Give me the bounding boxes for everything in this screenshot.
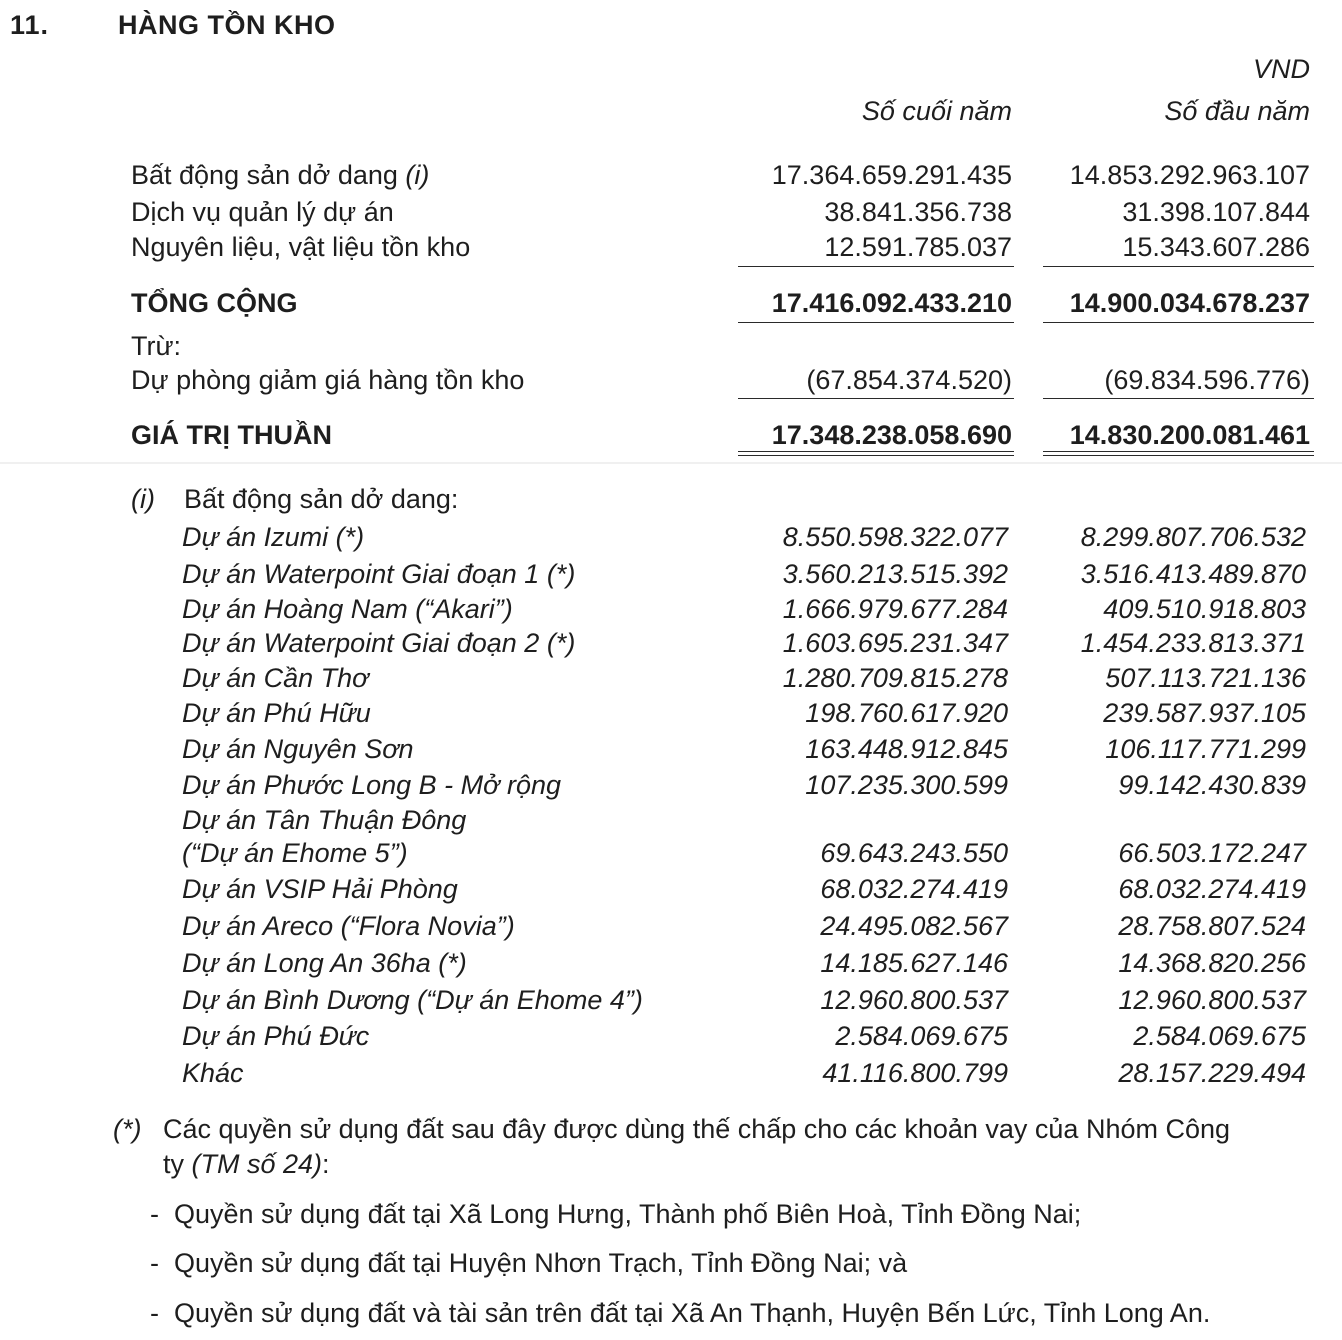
sub-item-label: Dự án Hoàng Nam (“Akari”) bbox=[182, 594, 513, 624]
sub-item-value-begin: 8.299.807.706.532 bbox=[1080, 522, 1306, 552]
provision-row bbox=[0, 365, 1342, 401]
subtotal-rule-begin bbox=[1043, 266, 1314, 267]
sub-item-row bbox=[0, 985, 1342, 1021]
sub-item-label: Dự án Long An 36ha (*) bbox=[182, 948, 467, 978]
sub-item-label: Dự án Phú Đức bbox=[182, 1021, 370, 1051]
note-reference: (TM số 24) bbox=[191, 1149, 323, 1179]
sub-item-value-end: 1.280.709.815.278 bbox=[782, 663, 1008, 693]
sub-item-label: Dự án Waterpoint Giai đoạn 1 (*) bbox=[182, 559, 576, 589]
sub-item-value-begin: 239.587.937.105 bbox=[1103, 698, 1306, 728]
sub-item-label: Dự án VSIP Hải Phòng bbox=[182, 874, 458, 904]
sub-item-label: Khác bbox=[182, 1058, 244, 1088]
sub-item-label: Dự án Nguyên Sơn bbox=[182, 734, 414, 764]
subtotal-rule-end bbox=[738, 266, 1014, 267]
sub-item-value-begin: 409.510.918.803 bbox=[1103, 594, 1306, 624]
sub-item-row bbox=[0, 734, 1342, 770]
row-label bbox=[131, 160, 429, 191]
total-rule-begin bbox=[1043, 322, 1314, 323]
sub-item-value-begin: 14.368.820.256 bbox=[1118, 948, 1306, 978]
column-header-beginning-of-year: Số đầu năm bbox=[1164, 96, 1310, 126]
total-value-begin: 14.900.034.678.237 bbox=[1069, 288, 1310, 318]
row-value-end: 17.364.659.291.435 bbox=[771, 160, 1012, 190]
row-label-text: Bất động sản dở dang bbox=[131, 160, 406, 190]
sub-item-row bbox=[0, 948, 1342, 984]
sub-item-label: Dự án Bình Dương (“Dự án Ehome 4”) bbox=[182, 985, 643, 1015]
net-double-rule-begin bbox=[1043, 451, 1314, 456]
row-label: Nguyên liệu, vật liệu tồn kho bbox=[131, 232, 471, 262]
sub-item-value-end: 8.550.598.322.077 bbox=[782, 522, 1008, 552]
sub-item-value-begin: 68.032.274.419 bbox=[1118, 874, 1306, 904]
sub-item-label: Dự án Cần Thơ bbox=[182, 663, 369, 693]
sub-item-value-end: 41.116.800.799 bbox=[822, 1058, 1008, 1088]
total-rule-end bbox=[738, 322, 1014, 323]
sub-item-value-begin: 12.960.800.537 bbox=[1118, 985, 1306, 1015]
provision-rule-end bbox=[738, 398, 1014, 399]
sub-item-value-begin: 2.584.069.675 bbox=[1133, 1021, 1306, 1051]
table-row bbox=[0, 232, 1342, 268]
row-value-end: 38.841.356.738 bbox=[824, 197, 1012, 227]
sub-item-row bbox=[0, 838, 1342, 874]
sub-item-label: Dự án Phú Hữu bbox=[182, 698, 371, 728]
sub-item-row bbox=[0, 770, 1342, 806]
sub-item-label: Dự án Waterpoint Giai đoạn 2 (*) bbox=[182, 628, 576, 658]
sub-item-label: Dự án Areco (“Flora Novia”) bbox=[182, 911, 515, 941]
sub-item-value-begin: 66.503.172.247 bbox=[1118, 838, 1306, 868]
sub-item-row bbox=[0, 1058, 1342, 1094]
sub-item-row bbox=[0, 628, 1342, 664]
sub-item-value-end: 14.185.627.146 bbox=[820, 948, 1008, 978]
sub-item-label: Dự án Phước Long B - Mở rộng bbox=[182, 770, 562, 800]
provision-value-end: (67.854.374.520) bbox=[806, 365, 1012, 395]
sub-marker: (i) bbox=[131, 484, 155, 514]
note-text-line1: Các quyền sử dụng đất sau đây được dùng thế chấp cho các khoản vay của Nhóm Công bbox=[163, 1114, 1231, 1144]
less-label: Trừ: bbox=[131, 331, 182, 361]
sub-item-value-begin: 106.117.771.299 bbox=[1105, 734, 1306, 764]
sub-item-value-end: 163.448.912.845 bbox=[805, 734, 1008, 764]
note-text-line2 bbox=[163, 1149, 330, 1180]
total-value-end: 17.416.092.433.210 bbox=[771, 288, 1012, 318]
row-label: Dịch vụ quản lý dự án bbox=[131, 197, 394, 227]
sub-item-value-end: 198.760.617.920 bbox=[805, 698, 1008, 728]
section-number: 11. bbox=[10, 10, 50, 40]
sub-item-value-end: 107.235.300.599 bbox=[805, 770, 1008, 800]
row-value-end: 12.591.785.037 bbox=[824, 232, 1012, 262]
table-row bbox=[0, 197, 1342, 233]
sub-item-value-end: 24.495.082.567 bbox=[820, 911, 1008, 941]
sub-item-value-begin: 99.142.430.839 bbox=[1118, 770, 1306, 800]
currency-unit: VND bbox=[1252, 54, 1310, 84]
section-title: HÀNG TỒN KHO bbox=[118, 10, 336, 40]
row-label-note-ref: (i) bbox=[405, 160, 430, 190]
column-header-end-of-year: Số cuối năm bbox=[861, 96, 1012, 126]
row-value-begin: 31.398.107.844 bbox=[1122, 197, 1310, 227]
sub-item-row bbox=[0, 559, 1342, 595]
net-double-rule-end bbox=[738, 451, 1014, 456]
sub-title: Bất động sản dở dang: bbox=[184, 484, 459, 514]
sub-item-row bbox=[0, 663, 1342, 699]
sub-item-value-end: 1.603.695.231.347 bbox=[782, 628, 1008, 658]
sub-item-label: (“Dự án Ehome 5”) bbox=[182, 838, 408, 868]
provision-rule-begin bbox=[1043, 398, 1314, 399]
row-value-begin: 15.343.607.286 bbox=[1122, 232, 1310, 262]
bullet-item: - Quyền sử dụng đất tại Xã Long Hưng, Thành phố Biên Hoà, Tỉnh Đồng Nai; bbox=[150, 1199, 1082, 1229]
sub-item-value-begin: 28.157.229.494 bbox=[1118, 1058, 1306, 1088]
sub-item-row bbox=[0, 874, 1342, 910]
sub-item-row bbox=[0, 594, 1342, 630]
note-text-line2-main: ty bbox=[163, 1149, 192, 1179]
bullet-text: Quyền sử dụng đất tại Xã Long Hưng, Thành phố Biên Hoà, Tỉnh Đồng Nai; bbox=[174, 1199, 1082, 1229]
sub-item-value-begin: 3.516.413.489.870 bbox=[1080, 559, 1306, 589]
sub-item-value-end: 12.960.800.537 bbox=[820, 985, 1008, 1015]
less-row bbox=[0, 331, 1342, 367]
net-value-end: 17.348.238.058.690 bbox=[771, 420, 1012, 450]
sub-item-value-end: 69.643.243.550 bbox=[820, 838, 1008, 868]
sub-item-row bbox=[0, 698, 1342, 734]
row-value-begin: 14.853.292.963.107 bbox=[1069, 160, 1310, 190]
provision-value-begin: (69.834.596.776) bbox=[1104, 365, 1310, 395]
page-divider bbox=[0, 462, 1342, 464]
sub-item-label: Dự án Izumi (*) bbox=[182, 522, 365, 552]
net-value-begin: 14.830.200.081.461 bbox=[1069, 420, 1310, 450]
bullet-text: Quyền sử dụng đất tại Huyện Nhơn Trạch, Tỉnh Đồng Nai; và bbox=[174, 1248, 908, 1278]
bullet-text: Quyền sử dụng đất và tài sản trên đất tại Xã An Thạnh, Huyện Bến Lức, Tỉnh Long An. bbox=[174, 1298, 1211, 1328]
provision-label: Dự phòng giảm giá hàng tồn kho bbox=[131, 365, 525, 395]
sub-item-value-end: 2.584.069.675 bbox=[835, 1021, 1008, 1051]
sub-item-row bbox=[0, 522, 1342, 558]
table-row bbox=[0, 160, 1342, 196]
sub-item-value-end: 1.666.979.677.284 bbox=[782, 594, 1008, 624]
sub-item-value-begin: 28.758.807.524 bbox=[1118, 911, 1306, 941]
sub-item-row bbox=[0, 805, 1342, 841]
note-text-line2-end: : bbox=[322, 1149, 330, 1179]
bullet-item: - Quyền sử dụng đất và tài sản trên đất tại Xã An Thạnh, Huyện Bến Lức, Tỉnh Long An. bbox=[150, 1298, 1211, 1328]
note-marker: (*) bbox=[113, 1114, 142, 1144]
sub-item-label: Dự án Tân Thuận Đông bbox=[182, 805, 467, 835]
total-label: TỔNG CỘNG bbox=[131, 288, 298, 318]
sub-item-row bbox=[0, 1021, 1342, 1057]
sub-item-value-begin: 1.454.233.813.371 bbox=[1080, 628, 1306, 658]
net-value-label: GIÁ TRỊ THUẦN bbox=[131, 420, 332, 450]
bullet-item: - Quyền sử dụng đất tại Huyện Nhơn Trạch, Tỉnh Đồng Nai; và bbox=[150, 1248, 908, 1278]
sub-item-value-begin: 507.113.721.136 bbox=[1105, 663, 1306, 693]
sub-item-value-end: 3.560.213.515.392 bbox=[782, 559, 1008, 589]
total-row bbox=[0, 288, 1342, 324]
sub-item-row bbox=[0, 911, 1342, 947]
sub-item-value-end: 68.032.274.419 bbox=[820, 874, 1008, 904]
